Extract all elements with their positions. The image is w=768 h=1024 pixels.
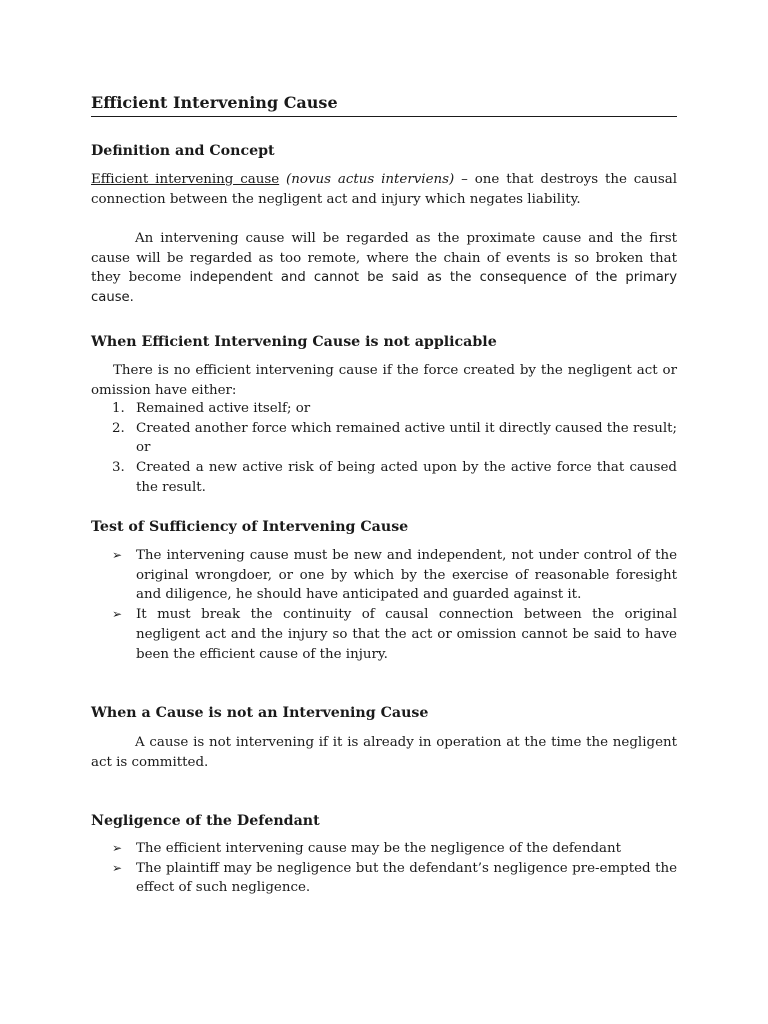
list-item-text: The efficient intervening cause may be the negligence of the defendant [136,841,621,856]
proximate-cause-text: An intervening cause will be regarded as the proximate cause and the first cause will be regarded as too remote, where the chain of events is so broken that they become [91,231,677,286]
definition-paragraph [91,170,677,209]
list-item [91,839,677,859]
arrowhead-bullet-icon: ➢ [112,548,123,562]
arrowhead-bullet-icon: ➢ [112,860,123,875]
list-item [91,419,677,458]
defined-term: Efficient intervening cause [91,172,280,187]
not-applicable-intro: There is no efficient intervening cause if the force created by the negligent act or omission have either: [91,363,677,398]
page-title: Efficient Intervening Cause [91,91,677,117]
defendant-list [91,839,677,898]
list-item-text: Remained active itself; or [136,401,311,416]
list-number: 1. [112,401,125,416]
list-item-text: The intervening cause must be new and independent, not under control of the original wrongdoer, or one by which by the exercise of reasonable foresight and diligence, he should have anticipated and guarded against it. [136,548,677,603]
latin-term: (novus actus interviens) [286,172,455,187]
not-applicable-list [91,399,677,498]
proximate-cause-text-end: independent and cannot be said as the consequence of the primary cause. [91,270,677,306]
heading-negligence-of-defendant: Negligence of the Defendant [91,813,320,829]
arrowhead-bullet-icon: ➢ [112,607,123,622]
list-item-text: It must break the continuity of causal connection between the original negligent act and the injury so that the act or omission cannot be said to have been the efficient cause of the injury. [136,607,677,662]
arrowhead-bullet-icon: ➢ [112,841,123,855]
heading-not-intervening: When a Cause is not an Intervening Cause [91,705,429,721]
list-item [91,399,677,419]
list-number: 3. [112,460,125,476]
heading-definition: Definition and Concept [91,143,275,159]
list-item [91,605,677,664]
not-intervening-paragraph: A cause is not intervening if it is already in operation at the time the negligent act is committed. [91,735,677,770]
list-item [91,859,677,898]
list-item-text: The plaintiff may be negligence but the defendant’s negligence pre-empted the effect of such negligence. [136,860,677,896]
heading-test-of-sufficiency: Test of Sufficiency of Intervening Cause [91,519,409,535]
heading-not-applicable: When Efficient Intervening Cause is not applicable [91,334,497,350]
sufficiency-list [91,546,677,664]
list-number: 2. [112,420,125,436]
list-item-text: Created a new active risk of being acted upon by the active force that caused the result. [136,460,677,495]
proximate-cause-paragraph [91,229,677,308]
definition-text: – one that destroys the causal connection between the negligent act and injury which negates liability. [91,172,678,207]
list-item [91,546,677,605]
list-item [91,458,677,497]
list-item-text: Created another force which remained active until it directly caused the result; or [136,420,677,456]
